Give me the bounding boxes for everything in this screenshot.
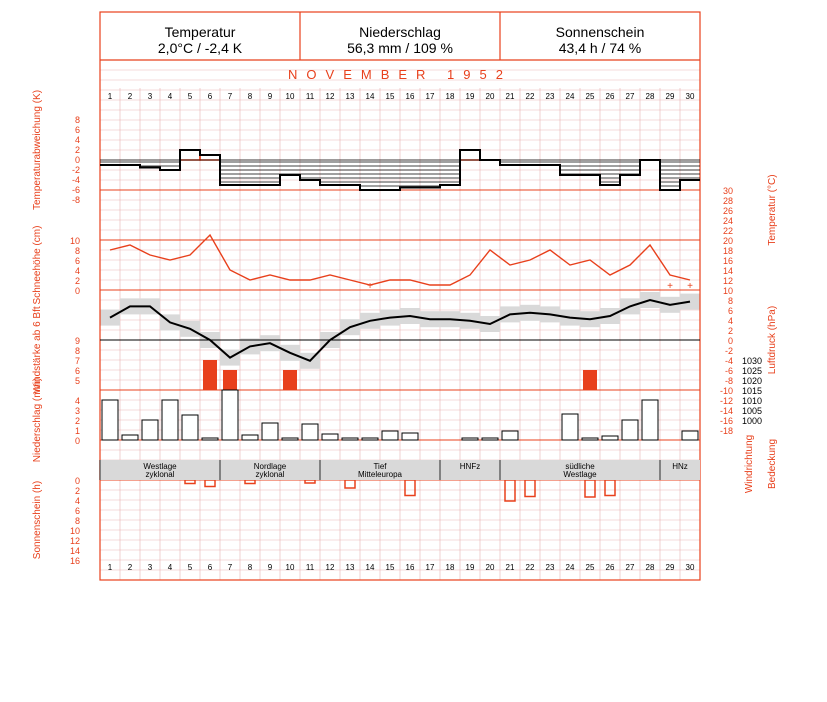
weather-type-label: zyklonal	[145, 470, 175, 479]
day-label: 17	[425, 92, 435, 101]
sun-tick: 6	[74, 506, 80, 516]
precipitation-title: Niederschlag	[359, 24, 441, 40]
wind-tick: 6	[74, 366, 80, 376]
day-label: 12	[325, 563, 335, 572]
temperature-tick: -12	[719, 396, 733, 406]
sun-tick: 4	[74, 496, 80, 506]
temperature-tick: 10	[722, 286, 733, 296]
weather-types	[100, 460, 700, 480]
temperature-tick: 6	[727, 306, 733, 316]
precip-bar	[242, 435, 258, 440]
day-label: 2	[127, 92, 133, 101]
snow-mark: +	[687, 281, 693, 292]
temperature-tick: 24	[722, 216, 733, 226]
sun-tick: 12	[69, 536, 80, 546]
temperature-tick: 28	[722, 196, 733, 206]
day-label: 3	[147, 92, 153, 101]
precip-bar	[222, 390, 238, 440]
temperature-tick: 0	[727, 336, 733, 346]
sun-tick: 0	[74, 476, 80, 486]
sunshine-bar	[505, 480, 515, 501]
weather-type-label: Tief	[373, 462, 387, 471]
precipitation-value: 56,3 mm / 109 %	[347, 40, 453, 56]
label-pressure: Luftdruck (hPa)	[767, 305, 778, 375]
temperature-tick: 2	[727, 326, 733, 336]
temperature-tick: 4	[727, 316, 733, 326]
pressure-tick: 1025	[742, 366, 763, 376]
temperature-tick: 22	[722, 226, 733, 236]
snow-tick: 6	[74, 256, 80, 266]
snow-mark: +	[367, 281, 373, 292]
precip-bar	[382, 431, 398, 440]
day-label: 18	[445, 92, 455, 101]
day-label: 29	[665, 563, 675, 572]
temp-anomaly-tick: -4	[71, 175, 80, 185]
precip-bar	[562, 414, 578, 440]
snow-tick: 8	[74, 246, 80, 256]
day-label: 16	[405, 563, 415, 572]
day-label: 21	[505, 92, 515, 101]
day-label: 30	[685, 92, 695, 101]
sun-tick: 14	[69, 546, 80, 556]
precip-bar	[582, 438, 598, 440]
precip-bar	[282, 438, 298, 440]
snow-tick: 10	[69, 236, 80, 246]
precip-tick: 3	[74, 406, 80, 416]
day-label: 22	[525, 563, 535, 572]
temperature-tick: 26	[722, 206, 733, 216]
wind-bar	[283, 370, 297, 390]
label-wind: Windstärke ab 6 Bft	[32, 306, 43, 394]
day-label: 19	[465, 92, 475, 101]
day-label: 10	[285, 92, 295, 101]
day-label: 28	[645, 92, 655, 101]
day-label: 9	[267, 563, 273, 572]
day-label: 20	[485, 92, 495, 101]
snow-mark: +	[667, 281, 673, 292]
day-label: 26	[605, 563, 615, 572]
wind-bar	[583, 370, 597, 390]
sunshine-bar	[185, 480, 195, 484]
day-label: 5	[187, 92, 193, 101]
wind-tick: 9	[74, 336, 80, 346]
wind-tick: 5	[74, 376, 80, 386]
temp-anomaly-tick: 6	[74, 125, 80, 135]
pressure-tick: 1030	[742, 356, 763, 366]
day-label: 20	[485, 563, 495, 572]
precip-bar	[602, 436, 618, 440]
weather-type-label: Nordlage	[253, 462, 287, 471]
sun-tick: 16	[69, 556, 80, 566]
precip-bar	[462, 438, 478, 440]
temp-anomaly-tick: -6	[71, 185, 80, 195]
label-precip: Niederschlag (mm)	[32, 377, 43, 463]
day-label: 16	[405, 92, 415, 101]
sun-tick: 8	[74, 516, 80, 526]
day-label: 2	[127, 563, 133, 572]
temp-anomaly-tick: 4	[74, 135, 80, 145]
temp-anomaly-positive	[460, 150, 480, 160]
day-label: 28	[645, 563, 655, 572]
day-label: 7	[227, 563, 233, 572]
day-label: 8	[247, 563, 253, 572]
day-label: 8	[247, 92, 253, 101]
precip-bar	[302, 424, 318, 440]
temperature-tick: 30	[722, 186, 733, 196]
temperature-tick: 14	[722, 266, 733, 276]
pressure-tick: 1015	[742, 386, 763, 396]
precip-tick: 2	[74, 416, 80, 426]
temp-anomaly-positive	[180, 150, 200, 160]
temp-anomaly-tick: -8	[71, 195, 80, 205]
precip-bar	[162, 400, 178, 440]
precip-bar	[262, 423, 278, 440]
day-label: 3	[147, 563, 153, 572]
day-label: 26	[605, 92, 615, 101]
day-label: 17	[425, 563, 435, 572]
sunshine-bar	[245, 480, 255, 484]
day-label: 25	[585, 563, 595, 572]
sunshine-bar	[205, 480, 215, 487]
temperature-tick: -14	[719, 406, 733, 416]
day-label: 25	[585, 92, 595, 101]
temp-anomaly-tick: 2	[74, 145, 80, 155]
temperature-tick: 20	[722, 236, 733, 246]
label-sun: Sonnenschein (h)	[32, 480, 43, 560]
day-label: 29	[665, 92, 675, 101]
precip-bar	[322, 434, 338, 440]
day-label: 5	[187, 563, 193, 572]
day-label: 23	[545, 563, 555, 572]
temp-anomaly-tick: 0	[74, 155, 80, 165]
day-label: 1	[107, 92, 113, 101]
temperature-tick: 16	[722, 256, 733, 266]
snow-tick: 2	[74, 276, 80, 286]
temp-anomaly-tick: 8	[74, 115, 80, 125]
precip-bar	[122, 435, 138, 440]
temperature-title: Temperatur	[164, 24, 236, 40]
temperature-value: 2,0°C / -2,4 K	[157, 40, 243, 56]
precip-bar	[362, 438, 378, 440]
day-label: 1	[107, 563, 113, 572]
day-label: 30	[685, 563, 695, 572]
precip-bar	[182, 415, 198, 440]
sunshine-bar	[605, 480, 615, 496]
wind-bar	[203, 360, 217, 390]
precip-tick: 1	[74, 426, 80, 436]
temperature-tick: 12	[722, 276, 733, 286]
precip-bar	[642, 400, 658, 440]
day-label: 12	[325, 92, 335, 101]
temperature-tick: -16	[719, 416, 733, 426]
wind-tick: 7	[74, 356, 80, 366]
temperature-tick: -8	[724, 376, 733, 386]
day-label: 11	[305, 92, 315, 101]
precip-bar	[342, 438, 358, 440]
day-label: 14	[365, 92, 375, 101]
weather-type-label: südliche	[565, 462, 595, 471]
precip-bar	[482, 438, 498, 440]
pressure-tick: 1020	[742, 376, 763, 386]
temperature-tick: -6	[724, 366, 733, 376]
weather-type-label: zyklonal	[255, 470, 285, 479]
weather-type-label: Mitteleuropa	[357, 470, 403, 479]
day-label: 9	[267, 92, 273, 101]
day-label: 27	[625, 563, 635, 572]
sun-tick: 10	[69, 526, 80, 536]
precip-bar	[682, 431, 698, 440]
day-label: 27	[625, 92, 635, 101]
day-label: 6	[207, 92, 213, 101]
temperature-tick: 18	[722, 246, 733, 256]
label-temp-anomaly: Temperaturabweichung (K)	[32, 89, 43, 211]
weather-type-label: HNFz	[459, 462, 481, 471]
day-label: 18	[445, 563, 455, 572]
day-label: 19	[465, 563, 475, 572]
precip-bar	[142, 420, 158, 440]
label-snow: Schneehöhe (cm)	[32, 225, 43, 305]
temp-anomaly-tick: -2	[71, 165, 80, 175]
precip-bar	[622, 420, 638, 440]
day-label: 15	[385, 92, 395, 101]
day-label: 4	[167, 92, 173, 101]
day-label: 21	[505, 563, 515, 572]
temperature-tick: -4	[724, 356, 733, 366]
precip-bar	[502, 431, 518, 440]
day-label: 24	[565, 92, 575, 101]
snow-tick: 4	[74, 266, 80, 276]
day-label: 23	[545, 92, 555, 101]
day-label: 6	[207, 563, 213, 572]
sun-tick: 2	[74, 486, 80, 496]
temperature-tick: -18	[719, 426, 733, 436]
label-temperature: Temperatur (°C)	[767, 174, 778, 246]
precip-bar	[202, 438, 218, 440]
snow-tick: 0	[74, 286, 80, 296]
label-wind-direction: Windrichtung	[744, 434, 755, 494]
day-label: 13	[345, 92, 355, 101]
pressure-tick: 1005	[742, 406, 763, 416]
sunshine-bar	[305, 480, 315, 483]
sunshine-bar	[585, 480, 595, 497]
temperature-tick: -2	[724, 346, 733, 356]
day-label: 7	[227, 92, 233, 101]
day-label: 10	[285, 563, 295, 572]
precip-bar	[102, 400, 118, 440]
pressure-tick: 1000	[742, 416, 763, 426]
day-label: 4	[167, 563, 173, 572]
precip-bar	[402, 433, 418, 440]
day-label: 22	[525, 92, 535, 101]
day-label: 24	[565, 563, 575, 572]
pressure-tick: 1010	[742, 396, 763, 406]
wind-bar	[223, 370, 237, 390]
temperature-tick: 8	[727, 296, 733, 306]
sunshine-value: 43,4 h / 74 %	[558, 40, 642, 56]
weather-type-label: Westlage	[143, 462, 177, 471]
wind-tick: 8	[74, 346, 80, 356]
precip-tick: 4	[74, 396, 80, 406]
day-label: 11	[305, 563, 315, 572]
label-cloud-cover: Bedeckung	[767, 438, 778, 490]
sunshine-bar	[525, 480, 535, 497]
precip-tick: 0	[74, 436, 80, 446]
day-label: 15	[385, 563, 395, 572]
temperature-tick: -10	[719, 386, 733, 396]
sunshine-bar	[345, 480, 355, 488]
sunshine-bar	[405, 480, 415, 496]
weather-type-label: Westlage	[563, 470, 597, 479]
weather-type-label: HNz	[672, 462, 688, 471]
day-label: 14	[365, 563, 375, 572]
sunshine-title: Sonnenschein	[555, 24, 645, 40]
month-title: NOVEMBER 1952	[288, 67, 512, 82]
day-label: 13	[345, 563, 355, 572]
